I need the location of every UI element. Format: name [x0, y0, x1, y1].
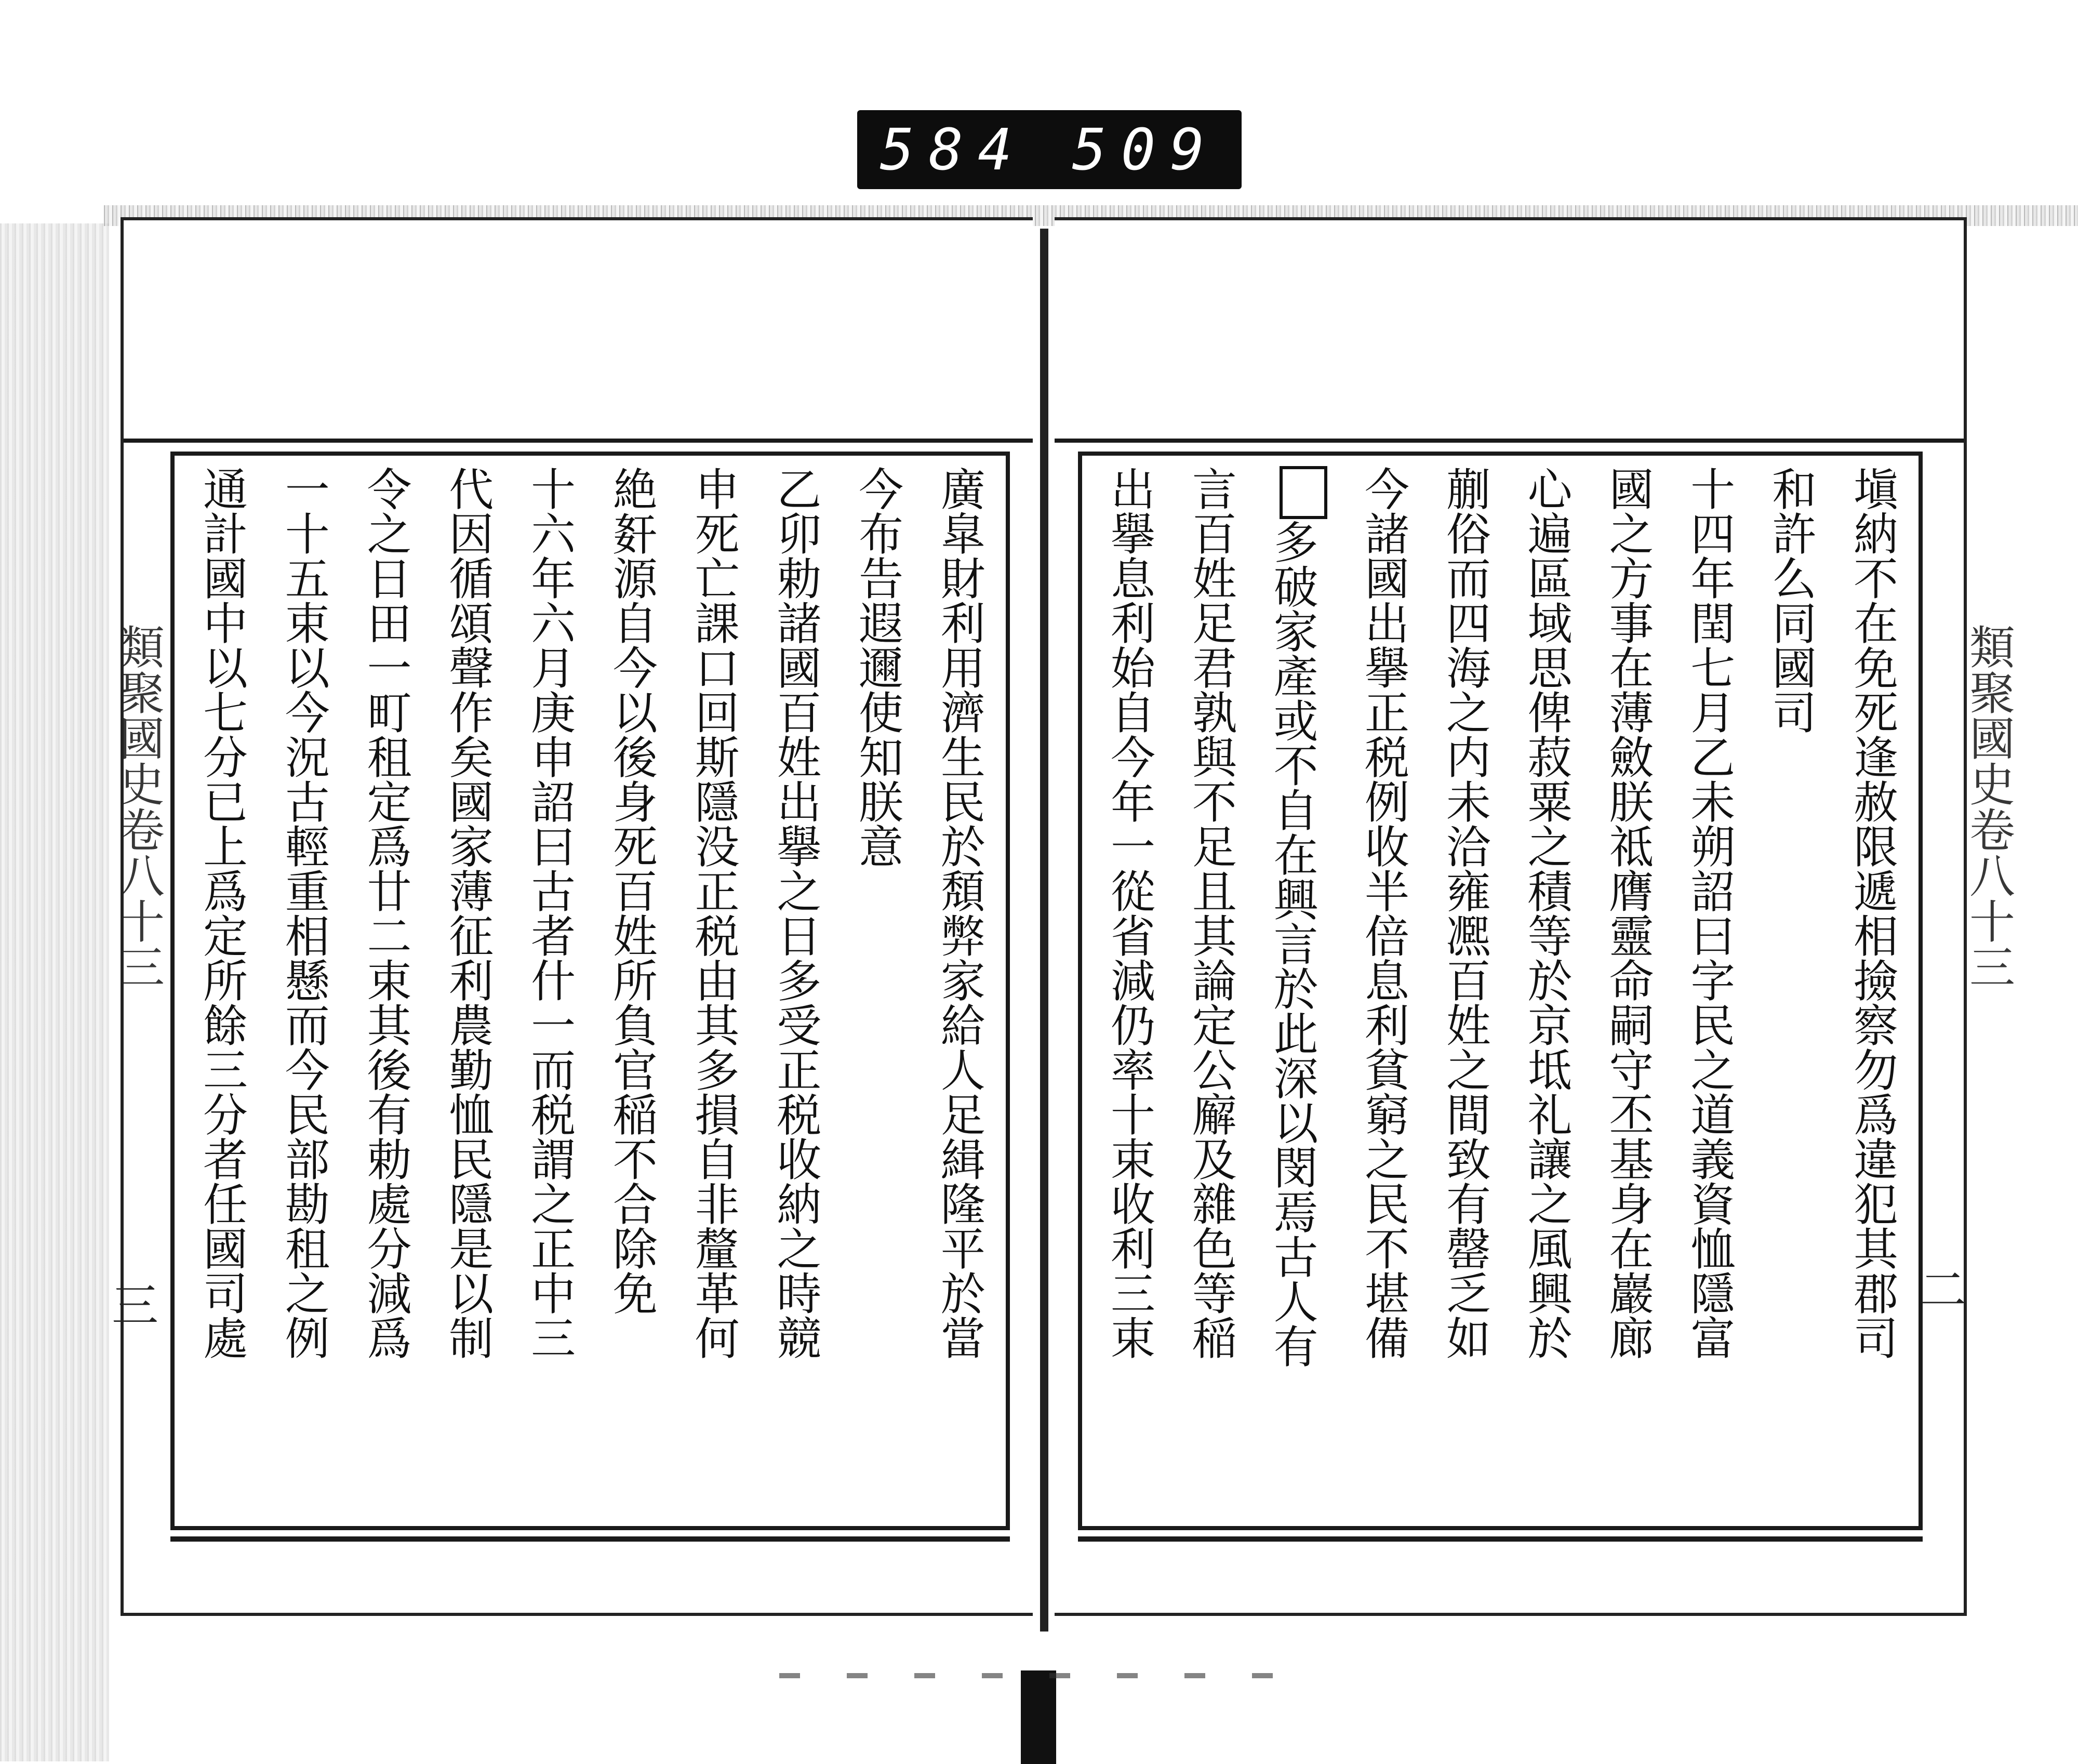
margin-title-right: 類聚國史卷八十三	[1962, 624, 2016, 989]
text-column: 廣皐財利用濟生民於頽弊家給人足緝隆平於當	[933, 466, 985, 1360]
text-column: 出擧息利始自今年一從省減仍率十束收利三束	[1103, 466, 1155, 1360]
right-page	[1055, 217, 1967, 1616]
column-text: 多破家產或不自在興言於此深以閔焉古人有	[1266, 519, 1318, 1368]
text-frame-right	[1078, 452, 1923, 1530]
text-column: 乙卯勅諸國百姓出擧之日多受正税收納之時競	[769, 466, 821, 1360]
page-header-rule	[124, 439, 1033, 443]
catalog-label	[857, 110, 1242, 189]
text-columns-left	[195, 466, 985, 1516]
left-page	[121, 217, 1033, 1616]
text-columns-right	[1103, 466, 1898, 1516]
blank-character-box	[1280, 466, 1327, 519]
page-header-rule	[1055, 439, 1964, 443]
frame-bottom-rule	[170, 1536, 1010, 1542]
scan-edge-noise	[0, 223, 109, 1761]
text-column-with-blank-box	[1266, 466, 1328, 1516]
text-column: 蒯俗而四海之内未洽雍凞百姓之間致有罄乏如	[1438, 466, 1490, 1360]
text-column: 絶姧源自今以後身死百姓所負官稲不合除免	[605, 466, 657, 1315]
folio-right: 二	[1920, 1263, 1966, 1318]
text-column: 代因循頌聲作矣國家薄征利農勤恤民隱是以制	[441, 466, 494, 1360]
catalog-number-right: 509	[1072, 116, 1219, 183]
text-column: 十六年六月庚申詔曰古者什一而税謂之正中三	[523, 466, 576, 1360]
text-column: 申死亡課口回斯隱没正税由其多損自非釐革何	[687, 466, 739, 1360]
text-frame-left	[170, 452, 1010, 1530]
text-column: 言百姓足君孰與不足且其論定公廨及雜色等稲	[1184, 466, 1236, 1360]
text-column: 一十五束以今況古輕重相懸而今民部勘租之例	[277, 466, 329, 1360]
spine-foot	[1021, 1670, 1056, 1764]
text-column: 塡納不在免死逢赦限遞相撿察勿爲違犯其郡司	[1845, 466, 1898, 1360]
folio-left: 三	[112, 1279, 158, 1333]
text-column: 令之日田一町租定爲廿二束其後有勅處分減爲	[359, 466, 411, 1360]
text-column: 和許么同國司	[1764, 466, 1817, 734]
text-column: 今諸國出擧正税例收半倍息利貧窮之民不堪備	[1356, 466, 1409, 1360]
text-column: 今布告遐邇使知朕意	[851, 466, 903, 868]
frame-bottom-rule	[1078, 1536, 1923, 1542]
text-column: 國之方事在薄斂朕祗膺靈命嗣守丕基身在巖廊	[1601, 466, 1654, 1360]
margin-title-left: 類聚國史卷八十三	[112, 624, 165, 989]
scan-bottom-dashes	[779, 1673, 1299, 1678]
text-column: 通計國中以七分已上爲定所餘三分者任國司處	[195, 466, 247, 1360]
text-column: 心遍區域思俾菽粟之積等於京坻礼讓之風興於	[1520, 466, 1572, 1360]
catalog-number-left: 584	[880, 116, 1027, 183]
text-column: 十四年閏七月乙未朔詔曰字民之道義資恤隱富	[1683, 466, 1735, 1360]
book-spine	[1040, 229, 1048, 1632]
